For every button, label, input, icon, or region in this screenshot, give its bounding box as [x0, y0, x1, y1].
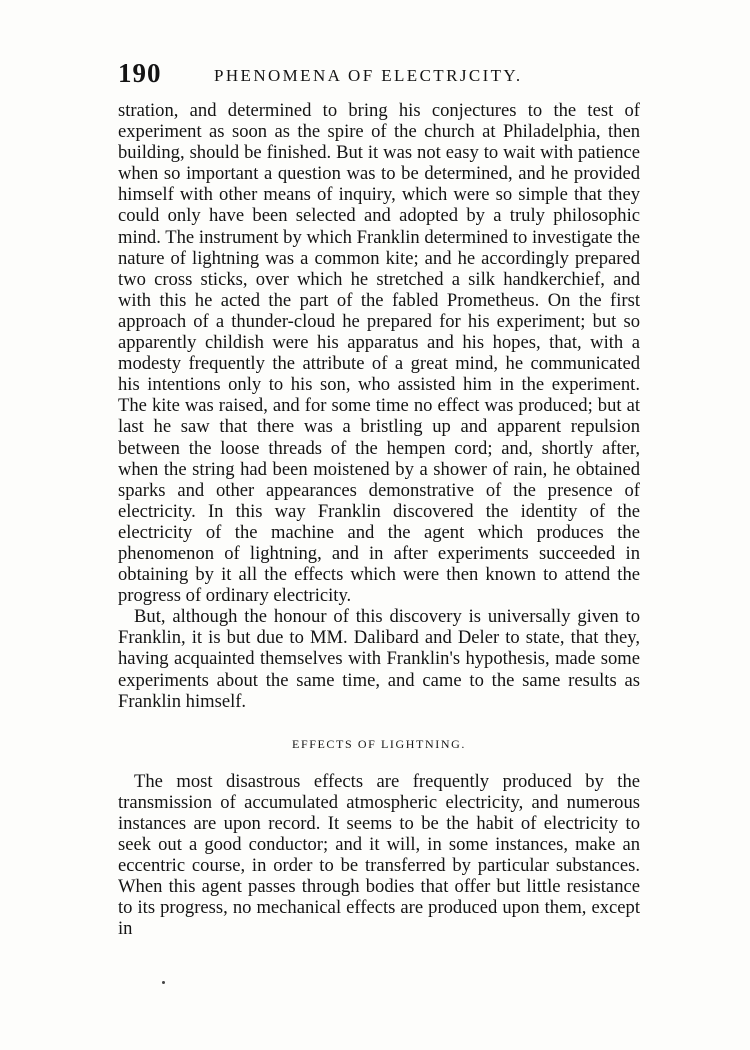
page-header	[118, 58, 638, 92]
page-body	[118, 100, 640, 940]
section-heading: EFFECTS OF LIGHTNING.	[292, 736, 466, 751]
paragraph-continuation: stration, and determined to bring his conjectures to the test of experiment as soon as the spire of the church at Philadelphia, then building, should be finished. But it was not easy to wait with patience when so important a question was to be determined, and he provided himself with other means of inquiry, which were so simple that they could only have been selected and adopted by a truly philosophic mind. The instrument by which Franklin determined to investigate the nature of lightning was a common kite; and he accordingly prepared two cross sticks, over which he stretched a silk handkerchief, and with this he acted the part of the fabled Prometheus. On the first approach of a thunder-cloud he prepared for his experiment; but so apparently childish were his apparatus and his hopes, that, with a modesty frequently the attribute of a great mind, he communicated his intentions only to his son, who assisted him in the experiment. The kite was raised, and for some time no effect was produced; but at last he saw that there was a bristling up and apparent repulsion between the loose threads of the hempen cord; and, shortly after, when the string had been moistened by a shower of rain, he obtained sparks and other appearances demonstrative of the presence of electricity. In this way Franklin discovered the identity of the electricity of the machine and the agent which produces the phenomenon of lightning, and in after experiments succeeded in obtaining by it all the effects which were then known to attend the progress of ordinary electricity.	[118, 100, 640, 607]
ink-speck	[162, 981, 165, 984]
running-head: PHENOMENA OF ELECTRJCITY.	[214, 66, 523, 85]
paragraph-effects: The most disastrous effects are frequently produced by the transmission of accumulated atmospheric electricity, and numerous instances are upon record. It seems to be the habit of electricity to seek out a good conductor; and it will, in some instances, make an eccentric course, in order to be transferred by particular substances. When this agent passes through bodies that offer but little resistance to its progress, no mechanical effects are produced upon them, except in	[118, 770, 640, 940]
paragraph-franklin-credit: But, although the honour of this discovery is universally given to Franklin, it is but due to MM. Dalibard and Deler to state, that they, having acquainted themselves with Franklin's hypothesis, made some experiments about the same time, and came to the same results as Franklin himself.	[118, 606, 640, 712]
page-number: 190	[118, 58, 162, 88]
